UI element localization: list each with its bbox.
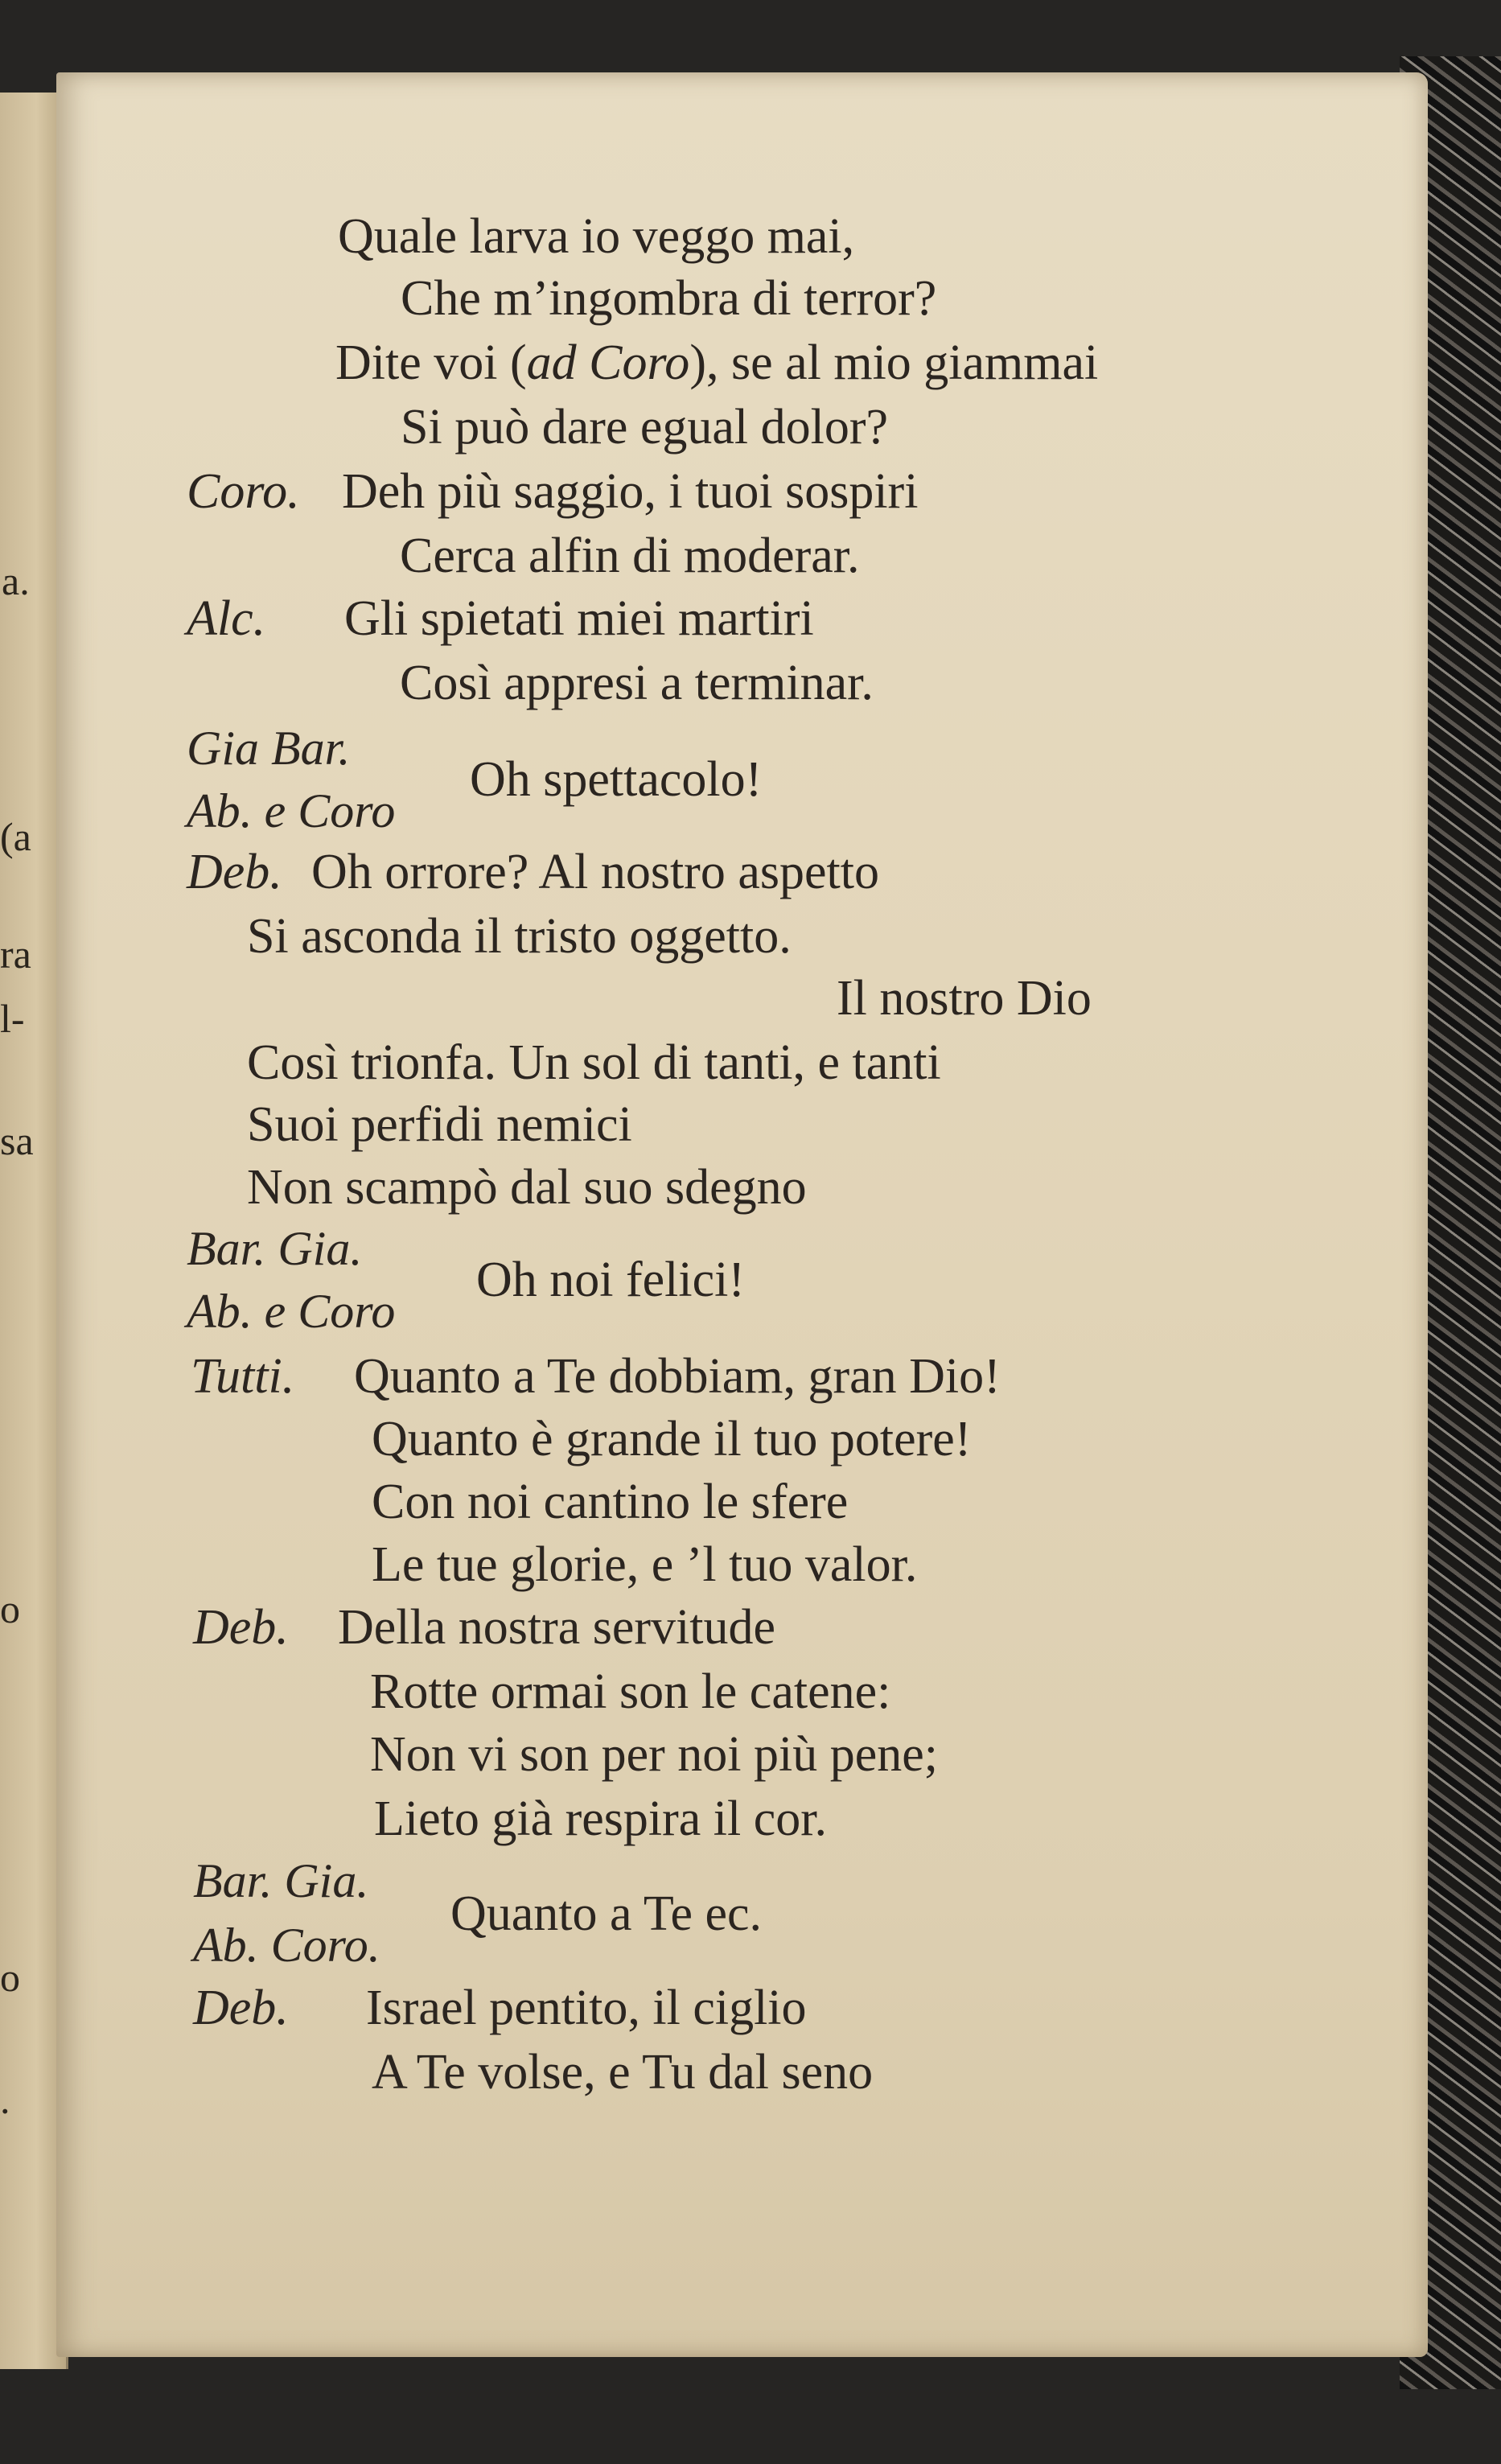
speaker-label: Ab. e Coro bbox=[187, 1285, 396, 1338]
verse-line: Oh noi felici! bbox=[476, 1253, 746, 1307]
verse-line: Quanto è grande il tuo potere! bbox=[372, 1412, 972, 1466]
speaker-label: Bar. Gia. bbox=[187, 1222, 363, 1275]
verse-line: Che m’ingombra di terror? bbox=[401, 271, 937, 326]
verse-line: Dite voi (ad Coro), se al mio giammai bbox=[335, 335, 1099, 390]
margin-fragment: o bbox=[0, 1586, 20, 1631]
verse-line: Rotte ormai son le catene: bbox=[370, 1664, 891, 1719]
verse-line: Quanto a Te dobbiam, gran Dio! bbox=[354, 1349, 1001, 1404]
speaker-label: Alc. bbox=[187, 591, 266, 646]
verse-line: Della nostra servitude bbox=[338, 1600, 776, 1655]
verse-line: Così appresi a terminar. bbox=[400, 656, 874, 710]
verse-line: Deh più saggio, i tuoi sospiri bbox=[342, 464, 919, 519]
verse-line: Quale larva io veggo mai, bbox=[338, 209, 855, 264]
verse-line: Non vi son per noi più pene; bbox=[370, 1727, 939, 1782]
verse-line: Così trionfa. Un sol di tanti, e tanti bbox=[247, 1035, 941, 1090]
verse-line: Suoi perfidi nemici bbox=[247, 1097, 632, 1152]
verse-line: Lieto già respira il cor. bbox=[374, 1791, 827, 1846]
verse-line: Gli spietati miei martiri bbox=[344, 591, 814, 646]
speaker-label: Ab. e Coro bbox=[187, 784, 396, 837]
verse-line: Non scampò dal suo sdegno bbox=[247, 1160, 807, 1215]
verse-line: Si asconda il tristo oggetto. bbox=[247, 909, 792, 964]
verse-line: Israel pentito, il ciglio bbox=[366, 1981, 807, 2035]
margin-fragment: (a bbox=[0, 814, 31, 859]
verse-line: Si può dare egual dolor? bbox=[401, 400, 889, 455]
speaker-label: Deb. bbox=[187, 845, 282, 899]
speaker-label: Coro. bbox=[187, 464, 300, 519]
verse-line: Quanto a Te ec. bbox=[450, 1886, 763, 1941]
verse-line: Oh orrore? Al nostro aspetto bbox=[311, 845, 879, 899]
speaker-label: Ab. Coro. bbox=[193, 1919, 380, 1972]
speaker-label: Gia Bar. bbox=[187, 722, 351, 775]
verse-line: Oh spettacolo! bbox=[470, 752, 763, 807]
margin-fragment: sa bbox=[0, 1118, 34, 1163]
verse-line: Cerca alfin di moderar. bbox=[400, 529, 860, 583]
verse-line: Il nostro Dio bbox=[837, 971, 1092, 1026]
margin-fragment: o bbox=[0, 1955, 20, 2000]
speaker-label: Bar. Gia. bbox=[193, 1854, 369, 1907]
verse-line: Con noi cantino le sfere bbox=[372, 1475, 849, 1529]
margin-fragment: ra bbox=[0, 932, 31, 977]
verse-line: A Te volse, e Tu dal seno bbox=[372, 2045, 874, 2100]
margin-fragment: a. bbox=[2, 558, 30, 603]
margin-fragment: . bbox=[0, 2077, 10, 2122]
speaker-label: Deb. bbox=[193, 1600, 289, 1655]
verse-line: Le tue glorie, e ’l tuo valor. bbox=[372, 1537, 918, 1592]
margin-fragment: l- bbox=[0, 996, 25, 1041]
speaker-label: Deb. bbox=[193, 1981, 289, 2035]
speaker-label: Tutti. bbox=[191, 1349, 295, 1404]
